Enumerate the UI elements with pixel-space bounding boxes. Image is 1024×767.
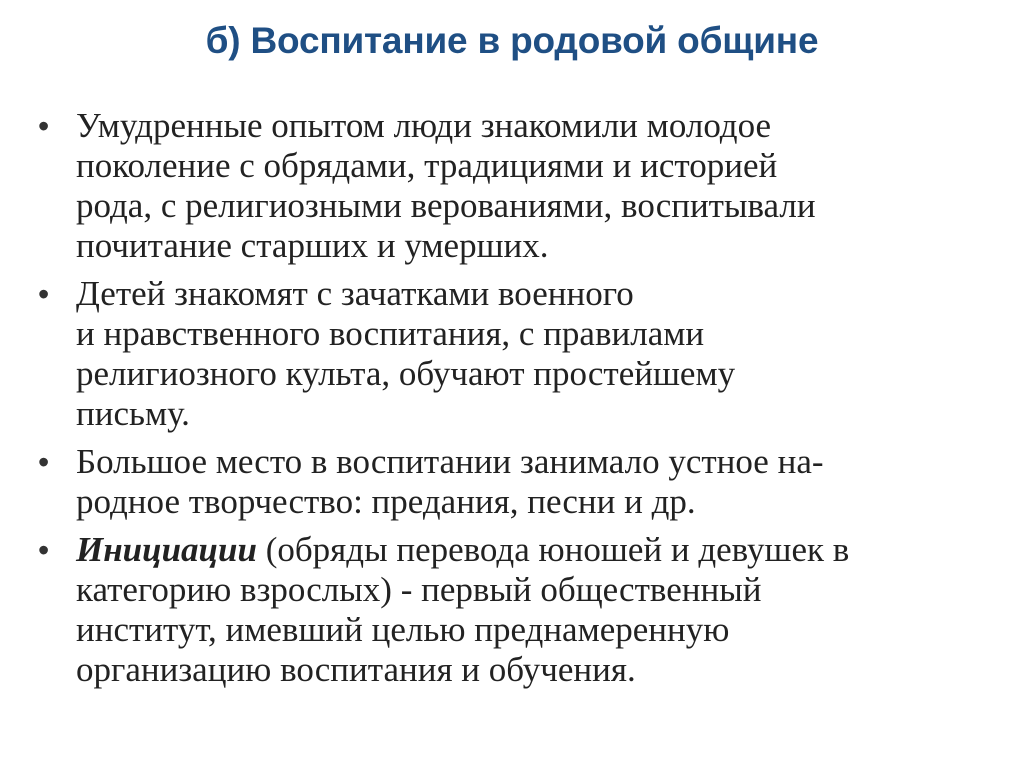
bullet-line: организацию воспитания и обучения.: [76, 650, 636, 689]
bullet-line: и нравственного воспитания, с правилами: [76, 314, 705, 353]
bullet-line: религиозного культа, обучают простейшему: [76, 354, 736, 393]
bullet-marker: •: [38, 108, 50, 144]
bullet-line: Умудренные опытом люди знакомили молодое: [76, 106, 772, 145]
bullet-marker: •: [38, 532, 50, 568]
bullet-line-rest: (обряды перевода юношей и девушек в: [256, 530, 850, 569]
bullet-marker: •: [38, 276, 50, 312]
slide-title: б) Воспитание в родовой общине: [205, 20, 819, 61]
bullet-line: Большое место в воспитании занимало устное на-: [76, 442, 824, 481]
bullet-line: рода, с религиозными верованиями, воспитывали: [76, 186, 816, 225]
bullet-list: [38, 106, 988, 698]
bullet-line: Детей знакомят с зачатками военного: [76, 274, 634, 313]
bullet-line: институт, имевший целью преднамеренную: [76, 610, 730, 649]
bullet-line: категорию взрослых) - первый общественный: [76, 570, 762, 609]
bullet-line: поколение с обрядами, традициями и историей: [76, 146, 778, 185]
bullet-line: письму.: [76, 394, 190, 433]
term-initiation: Инициации: [76, 530, 257, 569]
bullet-line: почитание старших и умерших.: [76, 226, 549, 265]
bullet-marker: •: [38, 444, 50, 480]
bullet-item-4: [38, 530, 988, 690]
bullet-item-1: [38, 106, 988, 266]
bullet-item-3: [38, 442, 988, 522]
bullet-line: [76, 530, 988, 570]
bullet-line: родное творчество: предания, песни и др.: [76, 482, 696, 521]
bullet-item-2: [38, 274, 988, 434]
